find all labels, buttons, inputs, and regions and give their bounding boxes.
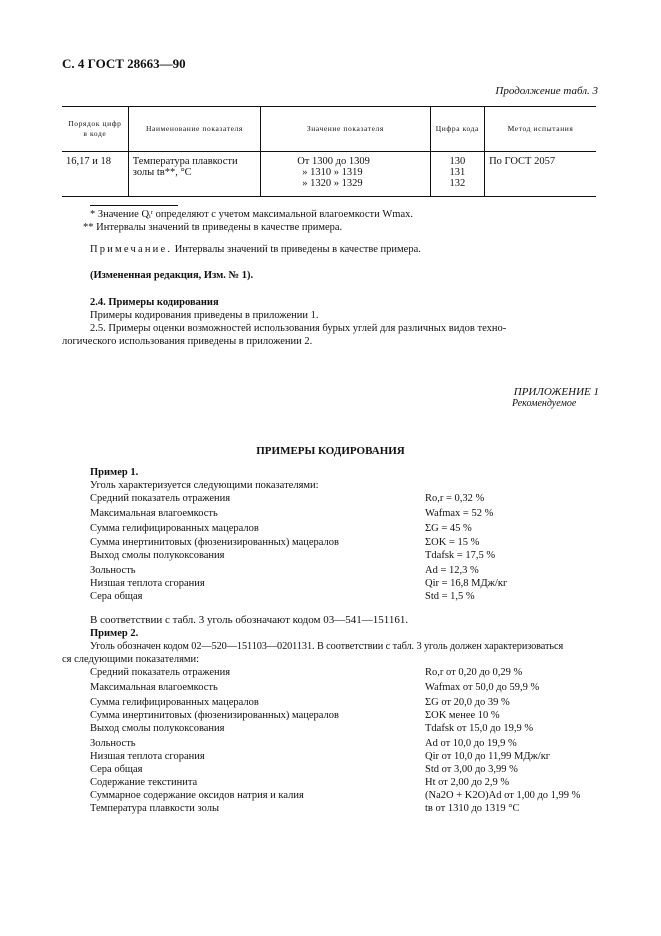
footnote-2: ** Интервалы значений tв приведены в качестве примера. (83, 222, 343, 233)
indicator-value: Tdafsk = 17,5 % (425, 550, 496, 561)
indicator-label: Сумма гелифицированных мацералов (90, 697, 259, 708)
example-2-intro: Уголь обозначен кодом 02—520—151103—0201131. В соответствии с табл. 3 уголь должен характеризоваться (90, 641, 564, 652)
example-2-title: Пример 2. (90, 628, 139, 639)
example-1-intro: Уголь характеризуется следующими показателями: (90, 480, 319, 491)
column-header-name: Наименование показателя (128, 107, 260, 152)
indicator-label: Выход смолы полукоксования (90, 550, 225, 561)
indicator-value: Ro,r = 0,32 % (425, 493, 485, 504)
cell-name-line: золы tв**, °С (132, 167, 192, 178)
indicator-value: ΣG от 20,0 до 39 % (425, 697, 510, 708)
indicator-value: Ro,r от 0,20 до 0,29 % (425, 667, 523, 678)
indicator-label: Максимальная влагоемкость (90, 508, 218, 519)
cell-name (128, 152, 260, 197)
indicator-value: Wafmax = 52 % (425, 508, 494, 519)
indicator-label: Средний показатель отражения (90, 667, 231, 678)
page-header: С. 4 ГОСТ 28663—90 (62, 56, 186, 71)
value-line: » 1310 » 1319 (302, 167, 363, 178)
indicator-label: Суммарное содержание оксидов натрия и калия (90, 790, 304, 801)
indicator-label: Низшая теплота сгорания (90, 751, 205, 762)
indicator-label: Сумма инертинитовых (фюзенизированных) мацералов (90, 537, 339, 548)
section-2-4-title: 2.4. Примеры кодирования (90, 297, 219, 308)
indicator-value: ΣG = 45 % (425, 523, 472, 534)
appendix-title: ПРИМЕРЫ КОДИРОВАНИЯ (256, 445, 405, 457)
indicator-label: Зольность (90, 565, 136, 576)
indicator-label: Зольность (90, 738, 136, 749)
indicator-label: Температура плавкости золы (90, 803, 220, 814)
table-continuation-label: Продолжение табл. 3 (495, 85, 598, 97)
code-line: 130 (449, 156, 466, 167)
column-header-method: Метод испытания (485, 107, 596, 152)
indicator-value: tв от 1310 до 1319 °С (425, 803, 520, 814)
column-header-order: Порядок цифр в коде (62, 107, 128, 152)
indicator-value: Tdafsk от 15,0 до 19,9 % (425, 723, 534, 734)
section-2-5-line: логического использования приведены в приложении 2. (62, 336, 313, 347)
indicator-value: Std от 3,00 до 3,99 % (425, 764, 518, 775)
cell-codes (430, 152, 484, 197)
indicator-value: Qir = 16,8 МДж/кг (425, 578, 508, 589)
footnote-separator (90, 205, 178, 206)
section-2-5-line: 2.5. Примеры оценки возможностей использования бурых углей для различных видов техно- (90, 323, 507, 334)
appendix-label: ПРИЛОЖЕНИЕ 1 (513, 386, 599, 398)
indicator-value: ΣOK = 15 % (425, 537, 480, 548)
indicator-value: Qir от 10,0 до 11,99 МДж/кг (425, 751, 551, 762)
indicator-label: Низшая теплота сгорания (90, 578, 205, 589)
column-header-value: Значение показателя (261, 107, 430, 152)
indicator-value: Ad = 12,3 % (425, 565, 479, 576)
section-2-4-text: Примеры кодирования приведены в приложении 1. (90, 310, 319, 321)
indicator-label: Содержание текстинита (90, 777, 198, 788)
footnote-1: * Значение Qᵢʳ определяют с учетом максимальной влагоемкости Wmax. (90, 209, 413, 220)
note-text: Интервалы значений tв приведены в качестве примера. (172, 244, 421, 255)
note-label: Примечание. (90, 244, 173, 255)
table-header-row (62, 107, 596, 152)
table-row (62, 152, 596, 197)
indicator-label: Средний показатель отражения (90, 493, 231, 504)
cell-name-line: Температура плавкости (132, 156, 238, 167)
indicator-value: Ht от 2,00 до 2,9 % (425, 777, 510, 788)
example-1-title: Пример 1. (90, 467, 139, 478)
table-note (90, 244, 421, 255)
indicator-label: Выход смолы полукоксования (90, 723, 225, 734)
indicator-label: Сера общая (90, 591, 143, 602)
value-line: От 1300 до 1309 (297, 156, 370, 167)
indicator-value: Std = 1,5 % (425, 591, 475, 602)
indicator-label: Максимальная влагоемкость (90, 682, 218, 693)
column-header-code: Цифра кода (430, 107, 484, 152)
example-1-conclusion: В соответствии с табл. 3 уголь обозначают кодом 03—541—151161. (90, 614, 409, 626)
indicator-value: Wafmax от 50,0 до 59,9 % (425, 682, 540, 693)
indicator-value: (Na2O + K2O)Ad от 1,00 до 1,99 % (425, 790, 581, 801)
indicator-table (62, 106, 596, 197)
code-line: 132 (449, 178, 466, 189)
indicator-label: Сумма инертинитовых (фюзенизированных) мацералов (90, 710, 339, 721)
cell-method: По ГОСТ 2057 (485, 152, 596, 197)
indicator-label: Сера общая (90, 764, 143, 775)
indicator-label: Сумма гелифицированных мацералов (90, 523, 259, 534)
code-line: 131 (449, 167, 466, 178)
revision-note: (Измененная редакция, Изм. № 1). (90, 270, 254, 281)
cell-values (261, 152, 430, 197)
indicator-value: ΣOK менее 10 % (425, 710, 500, 721)
example-2-intro-cont: ся следующими показателями: (62, 654, 200, 665)
cell-order: 16,17 и 18 (62, 152, 128, 197)
value-line: » 1320 » 1329 (302, 178, 363, 189)
indicator-value: Ad от 10,0 до 19,9 % (425, 738, 517, 749)
appendix-status: Рекомендуемое (512, 398, 577, 409)
